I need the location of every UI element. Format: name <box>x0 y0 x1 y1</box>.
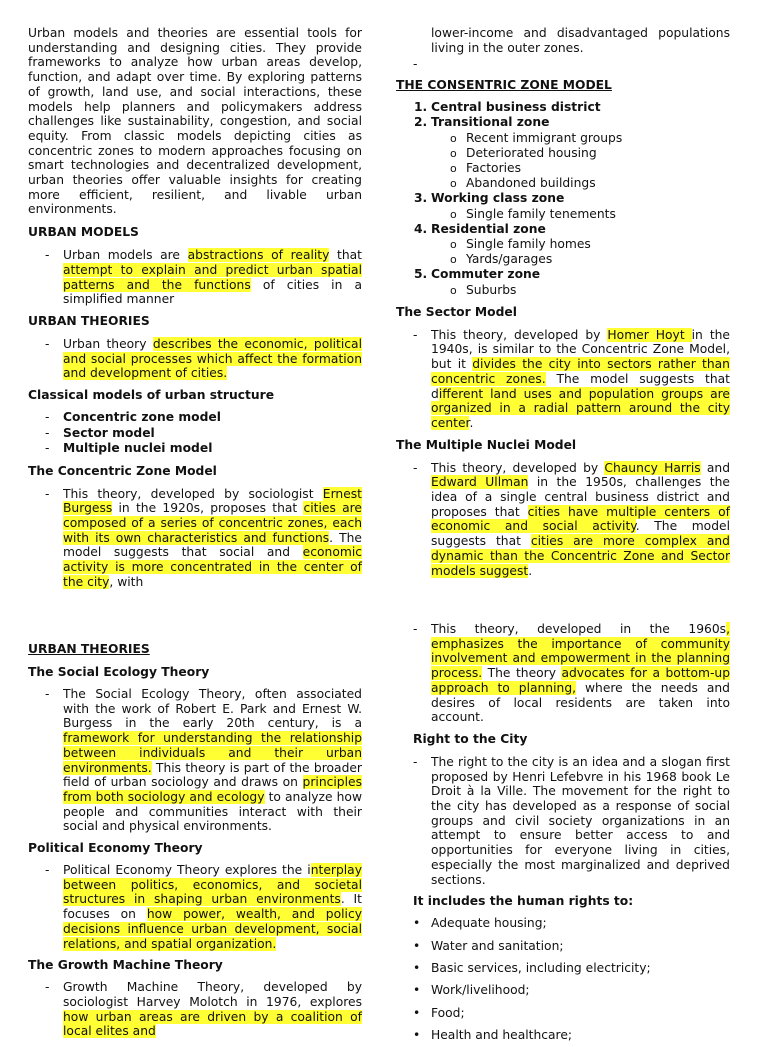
human-right-item: • Work/livelihood; <box>396 979 730 1001</box>
bullet-marker: • <box>413 1028 421 1043</box>
advocacy-planning-text <box>431 622 730 725</box>
zone-subitem <box>396 283 730 298</box>
highlighted-text: principles from both sociology and ecology <box>63 775 362 804</box>
zone-label: Commuter zone <box>431 267 541 282</box>
zone-subitem-label: Single family tenements <box>466 206 616 221</box>
bullet-marker: • <box>413 1005 421 1020</box>
dash-marker: - <box>45 248 50 263</box>
text-run: where the needs and desires of local residents are taken into account. <box>431 680 730 725</box>
zone-subitem <box>396 146 730 161</box>
human-right-item: • Health and healthcare; <box>396 1024 730 1046</box>
stray-dash: - <box>413 57 418 72</box>
political-economy-heading: Political Economy Theory <box>28 841 203 856</box>
urban-theories-section-heading: URBAN THEORIES <box>28 642 150 656</box>
social-ecology-text <box>63 687 362 834</box>
highlighted-text: abstractions of reality <box>187 248 330 263</box>
highlighted-text: cities have multiple centers of economic and social activity <box>431 504 730 534</box>
zone-item <box>396 191 730 206</box>
highlighted-text: how power, wealth, and policy decisions influence urban development, social relations, and spatial organization. <box>63 907 362 951</box>
text-run: . <box>528 563 533 578</box>
dash-marker: - <box>45 687 50 701</box>
zone-subitem <box>396 252 730 267</box>
text-run: This theory is part of the broader field of urban sociology and draws on <box>63 760 362 790</box>
zone-subitem-label: Recent immigrant groups <box>466 130 623 145</box>
sector-model-text <box>431 328 730 431</box>
highlighted-text: attempt to explain and predict urban spatial patterns and the functions <box>63 262 362 292</box>
text-run: The model suggests that d <box>431 371 730 401</box>
zone-number: 5. <box>414 267 428 282</box>
zone-subitem-label: Deteriorated housing <box>466 145 597 160</box>
sub-bullet-marker: o <box>450 161 457 175</box>
political-economy-text <box>63 863 362 951</box>
dash-marker: - <box>45 425 50 440</box>
human-right-item: • Basic services, including electricity; <box>396 957 730 979</box>
urban-models-text <box>63 248 362 307</box>
column-top-right <box>396 26 730 578</box>
highlighted-text: cities are more complex and dynamic than the Concentric Zone and Sector models suggest <box>431 534 730 578</box>
sub-bullet-marker: o <box>450 283 457 297</box>
intro-paragraph <box>28 26 362 217</box>
zone-subitem <box>396 131 730 146</box>
consentric-model-heading: THE CONSENTRIC ZONE MODEL <box>396 78 612 93</box>
urban-theories-text <box>63 337 362 381</box>
highlighted-text: , emphasizes the importance of community involvement and empowerment in the planning process. <box>431 622 730 681</box>
zone-subitem-label: Suburbs <box>466 282 517 297</box>
classical-model-item: - Concentric zone model <box>45 410 221 425</box>
text-run: to analyze how people and communities interact with their social and physical environments. <box>63 789 362 834</box>
human-right-item: • Adequate housing; <box>396 912 730 934</box>
urban-theories-heading: URBAN THEORIES <box>28 313 150 328</box>
text-run: This theory, developed by <box>431 327 608 342</box>
dash-marker: - <box>413 754 418 769</box>
zone-subitem <box>396 207 730 222</box>
continuation-item <box>396 26 730 55</box>
highlighted-text: Chauncy Harris <box>604 460 701 475</box>
text-run: The right to the city is an idea and a slogan first proposed by Henri Lefebvre in his 1968 book Le Droit à la Ville. The movement for the right to the city has developed as a response of social groups and civil society organizations in an attempt to ensure better access to and opportunities for everyone living in cities, especially the most marginalized and deprived sections. <box>431 754 730 887</box>
text-run: This theory, developed in the 1960s <box>431 622 727 636</box>
text-run: . The model suggests that social and <box>63 530 362 560</box>
sector-model-heading: The Sector Model <box>396 304 517 319</box>
continuation-text <box>431 26 730 55</box>
bullet-marker: • <box>413 961 421 976</box>
human-right-item: • Food; <box>396 1002 730 1024</box>
column-top-left <box>28 26 362 589</box>
social-ecology-heading: The Social Ecology Theory <box>28 665 210 679</box>
text-run: The Social Ecology Theory, often associated with the work of Robert E. Park and Ernest W. Burgess in the early 20th century, is a <box>63 687 362 731</box>
right-to-city-heading: Right to the City <box>413 731 528 746</box>
political-economy-item <box>28 863 362 951</box>
multiple-nuclei-item <box>396 461 730 579</box>
text-run: in the 1920s, proposes that <box>112 501 304 516</box>
text-run: . It focuses on <box>63 892 362 922</box>
text-run: Urban theory <box>63 336 153 351</box>
dash-marker: - <box>45 410 50 425</box>
zones-list <box>396 100 730 298</box>
sector-model-item <box>396 328 730 431</box>
highlighted-text: describes the economic, political and social processes which affect the formation and development of cities. <box>63 336 362 381</box>
highlighted-text: nterplay between politics, economics, and societal structures in shaping urban environments <box>63 863 362 907</box>
zone-label: Central business district <box>431 100 601 115</box>
highlighted-text: framework for understanding the relationship between individuals and their urban environments. <box>63 731 362 775</box>
social-ecology-item <box>28 687 362 834</box>
classical-models-heading: Classical models of urban structure <box>28 388 275 403</box>
highlighted-text: Homer Hoyt <box>607 327 692 342</box>
column-bottom-left <box>28 622 362 1039</box>
dash-marker: - <box>45 980 50 995</box>
highlighted-text: how urban areas are driven by a coalition of local elites and <box>63 1009 362 1039</box>
multiple-nuclei-heading: The Multiple Nuclei Model <box>396 437 577 452</box>
text-run: and <box>700 460 730 475</box>
urban-theories-item <box>28 337 362 381</box>
text-run: Urban models and theories are essential tools for understanding and designing cities. They provide frameworks to analyze how urban areas develop, function, and adapt over time. By exploring patterns of growth, land use, and social interactions, these models help planners and policymakers address challenges like sustainability, congestion, and social equity. From classic models depicting cities as concentric zones to modern approaches focusing on smart technologies and decentralized development, urban theories offer valuable insights for creating more efficient, resilient, and livable urban environments. <box>28 26 362 217</box>
classical-models-list <box>28 410 362 457</box>
bullet-marker: • <box>413 938 421 953</box>
zone-label: Transitional zone <box>431 115 550 130</box>
zone-item <box>396 222 730 237</box>
highlighted-text: cities are composed of a series of concentric zones, each with its own characteristics and functions <box>63 501 362 545</box>
human-right-item: • Water and sanitation; <box>396 935 730 957</box>
text-run: in the 1940s, is similar to the Concentric Zone Model, but it <box>431 327 730 372</box>
sub-bullet-marker: o <box>450 131 457 145</box>
zone-number: 3. <box>414 191 428 206</box>
zone-subitem <box>396 176 730 191</box>
concentric-zone-heading: The Concentric Zone Model <box>28 463 217 478</box>
concentric-zone-item <box>28 487 362 590</box>
dash-marker: - <box>45 863 50 878</box>
text-run: , with <box>109 574 144 589</box>
zone-number: 4. <box>414 221 428 236</box>
growth-machine-text <box>63 980 362 1039</box>
advocacy-planning-item <box>396 622 730 725</box>
column-bottom-right <box>396 622 730 1047</box>
dash-marker: - <box>45 441 50 456</box>
highlighted-text: divides the city into sectors rather than concentric zones. <box>431 357 730 386</box>
zone-number: 1. <box>414 100 428 115</box>
highlighted-text: Edward Ullman <box>431 475 529 490</box>
human-rights-list <box>396 912 730 1046</box>
zone-subitem <box>396 161 730 176</box>
zone-number: 2. <box>414 115 428 130</box>
zone-subitem <box>396 237 730 252</box>
sub-bullet-marker: o <box>450 207 457 221</box>
classical-model-item: - Multiple nuclei model <box>45 441 213 456</box>
bullet-marker: • <box>413 916 421 931</box>
human-rights-heading: It includes the human rights to: <box>413 894 634 909</box>
text-run: lower-income and disadvantaged populations living in the outer zones. <box>431 26 730 55</box>
highlighted-text: ifferent land uses and population groups are organized in a radial pattern around the city center <box>431 386 730 430</box>
text-run: Growth Machine Theory, developed by sociologist Harvey Molotch in 1976, explores <box>63 980 362 1009</box>
growth-machine-item <box>28 980 362 1039</box>
highlighted-text: Ernest Burgess <box>63 486 362 516</box>
text-run: of cities in a simplified manner <box>63 277 362 307</box>
dash-marker: - <box>413 622 418 636</box>
classical-model-item: - Sector model <box>45 425 155 440</box>
text-run: The theory <box>482 666 562 681</box>
zone-subitem-label: Factories <box>466 160 522 175</box>
text-run: Political Economy Theory explores the i <box>63 863 311 878</box>
text-run: . The model suggests that <box>431 519 730 549</box>
text-run: Urban models are <box>63 248 188 263</box>
text-run: . <box>469 415 474 430</box>
zone-subitem-label: Abandoned buildings <box>466 176 596 191</box>
sub-bullet-marker: o <box>450 177 457 191</box>
dash-marker: - <box>45 486 50 501</box>
sub-bullet-marker: o <box>450 146 457 160</box>
sub-bullet-marker: o <box>450 237 457 251</box>
zone-item <box>396 115 730 130</box>
text-run: that <box>329 248 363 263</box>
text-run: in the 1950s, challenges the idea of a single central business district and proposes that <box>431 475 730 519</box>
sub-bullet-marker: o <box>450 253 457 267</box>
highlighted-text: economic activity is more concentrated in the center of the city <box>63 545 362 589</box>
urban-models-heading: URBAN MODELS <box>28 225 139 240</box>
zone-item <box>396 100 730 115</box>
bullet-marker: • <box>413 983 421 998</box>
text-run: This theory, developed by sociologist <box>63 486 323 501</box>
right-to-city-text <box>431 755 730 887</box>
text-run: This theory, developed by <box>431 460 605 475</box>
zone-label: Residential zone <box>431 221 546 236</box>
zone-item <box>396 267 730 282</box>
dash-marker: - <box>45 336 50 351</box>
zone-label: Working class zone <box>431 191 565 206</box>
dash-marker: - <box>413 460 418 475</box>
zone-subitem-label: Single family homes <box>466 236 591 251</box>
highlighted-text: advocates for a bottom-up approach to planning, <box>431 666 730 695</box>
growth-machine-heading: The Growth Machine Theory <box>28 958 223 973</box>
urban-models-item <box>28 248 362 307</box>
zone-subitem-label: Yards/garages <box>466 252 553 267</box>
right-to-city-item <box>396 755 730 887</box>
multiple-nuclei-text <box>431 461 730 579</box>
concentric-zone-text <box>63 487 362 590</box>
dash-marker: - <box>413 327 418 342</box>
